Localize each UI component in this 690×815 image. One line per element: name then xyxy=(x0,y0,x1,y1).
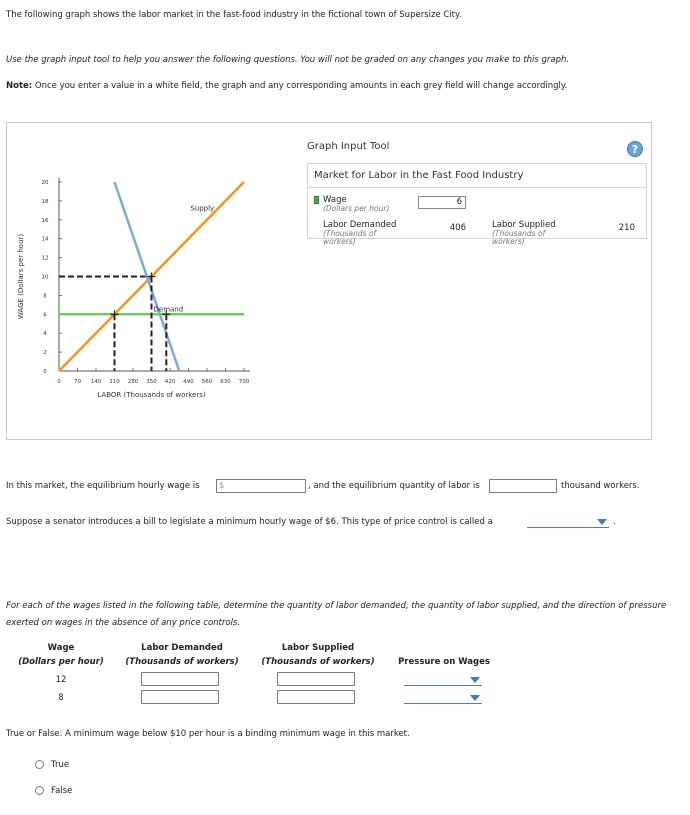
q4-text: True or False: A minimum wage below $10 per hour is a binding minimum wage in this market. xyxy=(6,729,410,739)
labor-demanded-units-1: (Thousands of xyxy=(323,229,377,238)
labor-demanded-units-2: workers) xyxy=(323,237,356,246)
supplied-input-row-1[interactable] xyxy=(277,672,355,686)
graph-input-tool xyxy=(307,163,647,246)
x-axis-label: LABOR (Thousands of workers) xyxy=(97,391,206,399)
note-line xyxy=(6,81,567,91)
y-tick-label: 6 xyxy=(43,312,47,319)
y-tick-label: 2 xyxy=(43,350,47,357)
wage-color-swatch xyxy=(314,196,319,204)
y-tick-label: 14 xyxy=(41,236,49,243)
wage-label: Wage xyxy=(323,195,347,205)
labor-demanded-label: Labor Demanded xyxy=(323,220,397,230)
divider xyxy=(308,187,646,188)
demanded-input-row-1[interactable] xyxy=(141,672,219,686)
q1-part2: , and the equilibrium quantity of labor is xyxy=(308,481,480,491)
col-supplied-header: Labor Supplied xyxy=(281,643,355,653)
chevron-down-icon xyxy=(470,677,480,683)
labor-supplied-label: Labor Supplied xyxy=(492,220,556,230)
labor-market-chart[interactable] xyxy=(7,123,299,439)
y-tick-label: 20 xyxy=(41,180,49,186)
wage-row-8: 8 xyxy=(58,693,64,703)
chevron-down-icon xyxy=(470,695,480,701)
col-demanded-header: Labor Demanded xyxy=(141,643,223,653)
labor-supplied-units-1: (Thousands of xyxy=(492,229,546,238)
x-tick-label: 210 xyxy=(109,379,120,385)
pressure-dropdown-row-1[interactable] xyxy=(404,672,482,686)
q2-text: Suppose a senator introduces a bill to legislate a minimum hourly wage of $6. This type of price control is called a xyxy=(6,517,493,527)
pressure-dropdown-row-2[interactable] xyxy=(404,690,482,704)
radio-false[interactable] xyxy=(35,786,44,795)
demand-curve-label: Demand xyxy=(153,305,184,314)
help-icon[interactable]: ? xyxy=(627,141,643,157)
instructions-text: Use the graph input tool to help you answer the following questions. You will not be graded on any changes you make to this graph. xyxy=(6,55,570,65)
y-tick-label: 8 xyxy=(43,293,47,300)
tool-header: Market for Labor in the Fast Food Industry xyxy=(314,170,524,181)
wage-input[interactable]: 6 xyxy=(418,196,466,209)
supply-curve-label: Supply xyxy=(190,204,215,213)
x-tick-label: 560 xyxy=(201,379,213,385)
wage-units: (Dollars per hour) xyxy=(323,204,390,213)
dollar-sign: $ xyxy=(219,481,225,491)
x-tick-label: 140 xyxy=(90,379,102,385)
x-tick-label: 0 xyxy=(57,379,61,385)
supplied-input-row-2[interactable] xyxy=(277,690,355,704)
q1-part3: thousand workers. xyxy=(561,481,640,491)
y-tick-label: 16 xyxy=(41,217,49,224)
wage-row-12: 12 xyxy=(55,675,67,685)
q2-end: . xyxy=(613,517,616,527)
col-wage-sub: (Dollars per hour) xyxy=(18,657,104,667)
labor-demanded-value: 406 xyxy=(449,223,466,233)
col-demanded-sub: (Thousands of workers) xyxy=(125,657,239,667)
x-tick-label: 630 xyxy=(220,379,231,385)
col-wage-header: Wage xyxy=(47,643,75,653)
option-false-label: False xyxy=(51,786,73,796)
option-true-label: True xyxy=(51,760,70,770)
x-tick-label: 350 xyxy=(146,379,157,385)
x-tick-label: 420 xyxy=(164,379,176,385)
labor-supplied-units-2: workers) xyxy=(492,237,525,246)
note-text: Once you enter a value in a white field, the graph and any corresponding amounts in each grey field will change accordingly. xyxy=(34,81,568,91)
col-supplied-sub: (Thousands of workers) xyxy=(261,657,375,667)
note-label: Note: xyxy=(6,81,33,91)
y-tick-label: 0 xyxy=(43,369,47,375)
y-tick-label: 12 xyxy=(41,255,49,262)
y-tick-label: 10 xyxy=(41,274,49,281)
col-pressure-header: Pressure on Wages xyxy=(398,657,490,667)
price-control-dropdown[interactable] xyxy=(527,514,609,528)
x-tick-label: 280 xyxy=(127,379,139,385)
q1-part1: In this market, the equilibrium hourly wage is xyxy=(6,481,200,491)
x-tick-label: 70 xyxy=(74,379,81,385)
equilibrium-quantity-input[interactable] xyxy=(489,479,557,493)
labor-supplied-value: 210 xyxy=(618,223,635,233)
intro-text: The following graph shows the labor market in the fast-food industry in the fictional town of Supersize City. xyxy=(6,10,462,20)
y-axis-label: WAGE (Dollars per hour) xyxy=(17,233,25,320)
q3-text: For each of the wages listed in the following table, determine the quantity of labor demanded, the quantity of labor supplied, and the direction of pressure exerted on wages in the absence of any price controls. xyxy=(6,601,667,628)
demanded-input-row-2[interactable] xyxy=(141,690,219,704)
graph-panel xyxy=(6,122,652,440)
y-tick-label: 4 xyxy=(43,331,47,338)
chevron-down-icon xyxy=(597,519,607,525)
equilibrium-wage-input[interactable] xyxy=(216,479,306,493)
radio-true[interactable] xyxy=(35,760,44,769)
x-tick-label: 490 xyxy=(183,379,194,385)
graph-input-tool-title: Graph Input Tool xyxy=(307,141,390,152)
y-tick-label: 18 xyxy=(41,198,49,205)
x-tick-label: 700 xyxy=(238,379,250,385)
